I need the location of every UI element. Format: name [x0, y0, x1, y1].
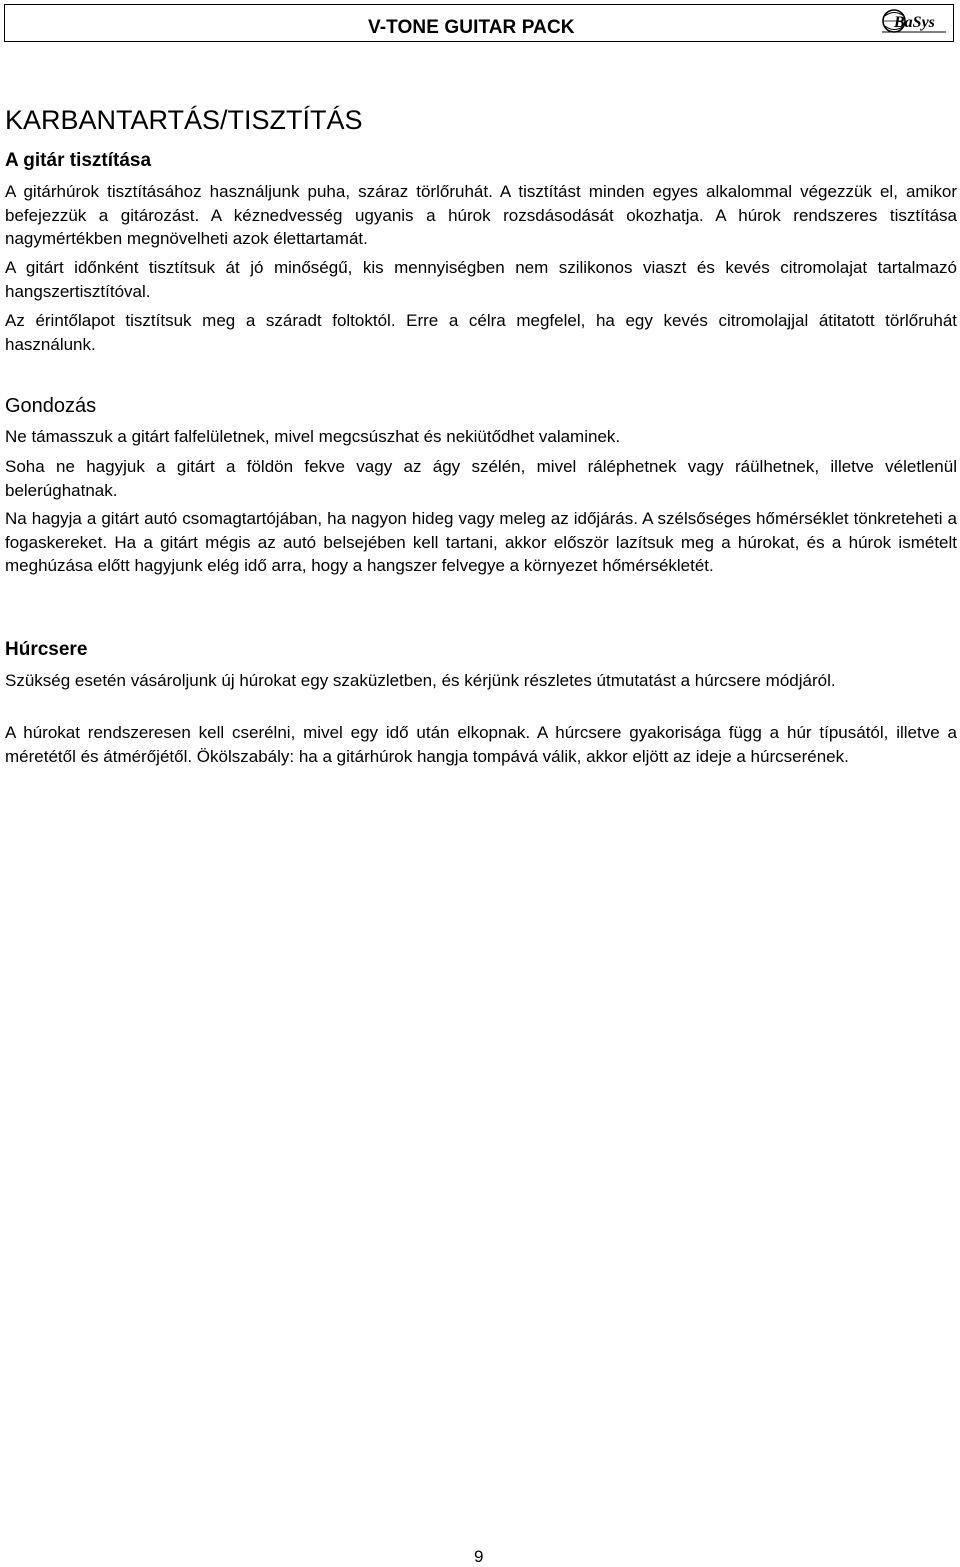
basys-logo: [880, 7, 948, 37]
cleaning-paragraph-2: A gitárt időnként tisztítsuk át jó minőségű, kis mennyiségben nem szilikonos viaszt és kevés citromolajat tartalmazó hangszertisztítóval.: [5, 258, 957, 301]
page-number: 9: [474, 1547, 484, 1566]
page-title: KARBANTARTÁS/TISZTÍTÁS: [5, 105, 363, 135]
logo-text: BaSys: [894, 14, 935, 31]
care-paragraph-2: Soha ne hagyjuk a gitárt a földön fekve vagy az ágy szélén, mivel ráléphetnek vagy ráülhetnek, illetve véletlenül belerúghatnak.: [5, 457, 957, 500]
header-title: V-TONE GUITAR PACK: [368, 17, 575, 38]
string-change-paragraph-1: Szükség esetén vásároljunk új húrokat egy szaküzletben, és kérjünk részletes útmutatást a húrcsere módjáról.: [5, 671, 836, 690]
section-heading-cleaning: A gitár tisztítása: [5, 150, 152, 171]
cleaning-paragraph-3: Az érintőlapot tisztítsuk meg a száradt foltoktól. Erre a célra megfelel, ha egy kevés citromolajjal átitatott törlőruhát használunk.: [5, 311, 957, 354]
string-change-paragraph-2: A húrokat rendszeresen kell cserélni, mivel egy idő után elkopnak. A húrcsere gyakorisága függ a húr típusától, illetve a méretétől és átmérőjétől. Ökölszabály: ha a gitárhúrok hangja tompává válik, akkor eljött az ideje a húrcserének.: [5, 723, 957, 766]
section-heading-string-change: Húrcsere: [5, 639, 88, 660]
cleaning-paragraph-1: A gitárhúrok tisztításához használjunk puha, száraz törlőruhát. A tisztítást minden egyes alkalommal végezzük el, amikor befejezzük a gitározást. A kéznedvesség ugyanis a húrok rozsdásodását okozhatja. A húrok rendszeres tisztítása nagymértékben megnövelheti azok élettartamát.: [5, 182, 957, 248]
section-heading-care: Gondozás: [5, 395, 97, 417]
care-paragraph-1: Ne támasszuk a gitárt falfelületnek, mivel megcsúszhat és nekiütődhet valaminek.: [5, 427, 621, 446]
care-paragraph-3: Na hagyja a gitárt autó csomagtartójában, ha nagyon hideg vagy meleg az időjárás. A szélsőséges hőmérséklet tönkreteheti a fogaskereket. Ha a gitárt mégis az autó belsejében kell tartani, akkor először lazítsuk meg a húrokat, és a húrok ismételt meghúzása előtt hagyjunk elég idő arra, hogy a hangszer felvegye a környezet hőmérsékletét.: [5, 509, 957, 575]
